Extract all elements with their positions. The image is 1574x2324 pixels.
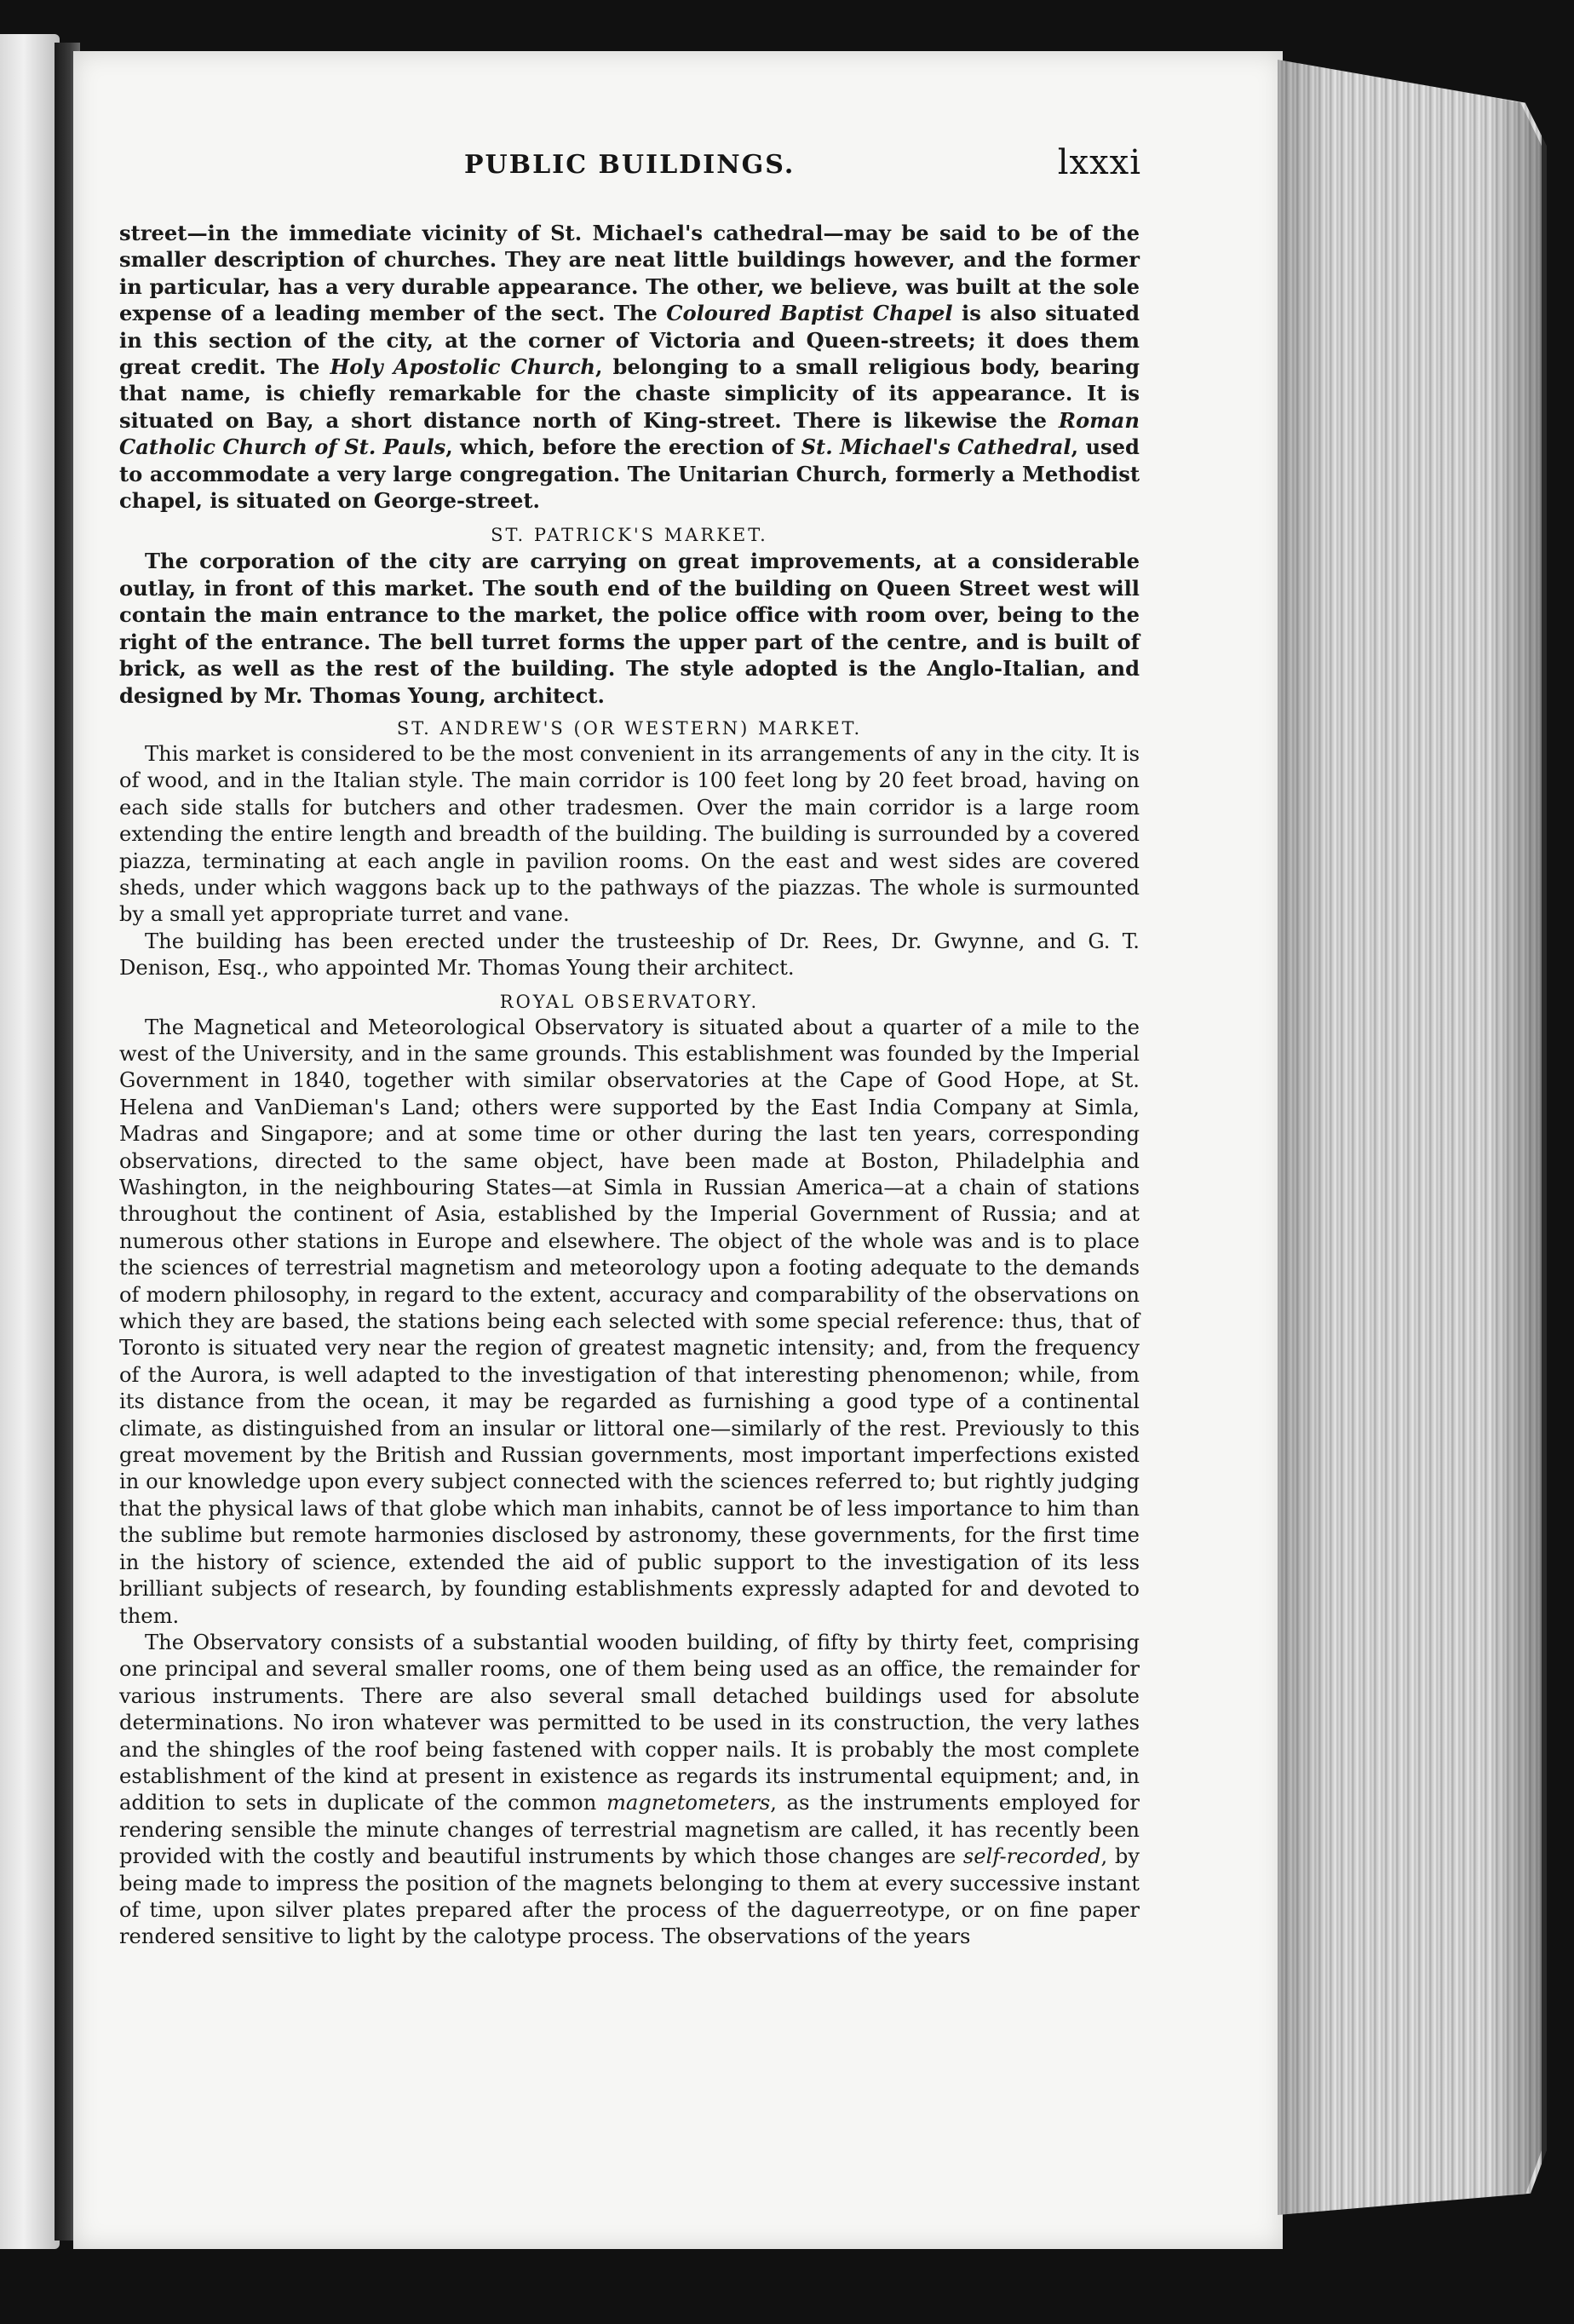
roman-catholic-name: Roman Catholic Church of St. Pauls — [119, 407, 1140, 460]
section-heading-st-patricks: ST. PATRICK'S MARKET. — [491, 525, 768, 546]
page-block-shade — [1278, 60, 1542, 2215]
observatory-paragraph-2 — [119, 1630, 1140, 1951]
st-michaels-name: St. Michael's Cathedral — [801, 434, 1071, 460]
section-heading-st-andrews: ST. ANDREW'S (OR WESTERN) MARKET. — [396, 717, 863, 739]
st-patricks-paragraph: The corporation of the city are carrying on great improvements, at a considerable outlay, in front of this market. The south end of the building on Queen Street west will contain the main entrance to the market, the police office with room over, being to the right of the entrance. The bell turret forms the upper part of the centre, and is built of brick, as well as the rest of the building. The style adopted is the Anglo-Italian, and designed by Mr. Thomas Young, architect. — [119, 549, 1140, 708]
observatory-p2-part-b: , as the instruments employed for rendering sensible the minute changes of terrestrial magnetism are called, it has recently been provided with the costly and beautiful instruments by which those changes are — [119, 1791, 1140, 1869]
intro-text-2: is also situated in this section of the city, at the corner of Victoria and Queen-streets; it does them great credit. The — [119, 301, 1140, 380]
intro-text-4: , which, before the erection of — [445, 434, 801, 460]
observatory-p2-part-c: , by being made to impress the position of the magnets belonging to them at every successive instant of time, upon silver plates prepared after the process of the daguerreotype, or on fine paper rendered sensitive to light by the calotype process. The observations of the years — [119, 1844, 1140, 1949]
page-body — [119, 220, 1140, 1951]
observatory-paragraph-1: The Magnetical and Meteorological Observatory is situated about a quarter of a mile to the west of the University, and in the same grounds. This establishment was founded by the Imperial Government in 1840, together with similar observatories at the Cape of Good Hope, at St. Helena and VanDieman's Land; others were supported by the East India Company at Simla, Madras and Singapore; and at some time or other during the last ten years, corresponding observations, directed to the same object, have been made at Boston, Philadelphia and Washington, in the neighbouring States—at Simla in Russian America—at a chain of stations throughout the continent of Asia, established by the Imperial Government of Russia; and at numerous other stations in Europe and elsewhere. The object of the whole was and is to place the sciences of terrestrial magnetism and meteorology upon a footing adequate to the demands of modern philosophy, in regard to the extent, accuracy and comparability of the observations on which they are based, the stations being each selected with some special reference: thus, that of Toronto is situated very near the region of greatest magnetic intensity; and, from the frequency of the Aurora, is well adapted to the investigation of that interesting phenomenon; while, from its distance from the ocean, it may be regarded as furnishing a good type of a continental climate, as distinguished from an insular or littoral one—similarly of the rest. Previously to this great movement by the British and Russian governments, most important imperfections existed in our knowledge upon every subject connected with the sciences referred to; but rightly judging that the physical laws of that globe which man inhabits, cannot be of less importance to him than the sublime but remote harmonies disclosed by astronomy, these governments, for the first time in the history of science, extended the aid of public support to the investigation of its less brilliant subjects of research, by founding establishments expressly adapted for and devoted to them. — [119, 1015, 1140, 1628]
st-andrews-paragraph-1: This market is considered to be the most convenient in its arrangements of any in the city. It is of wood, and in the Italian style. The main corridor is 100 feet long by 20 feet broad, having on each side stalls for butchers and other tradesmen. Over the main corridor is a large room extending the entire length and breadth of the building. The building is surrounded by a covered piazza, terminating at each angle in pavilion rooms. On the east and west sides are covered sheds, under which waggons back up to the pathways of the piazzas. The whole is surmounted by a small yet appropriate turret and vane. — [119, 741, 1140, 927]
running-title: PUBLIC BUILDINGS. — [464, 150, 796, 180]
self-recorded-term: self-recorded — [962, 1844, 1101, 1869]
previous-page-edge — [0, 34, 60, 2249]
observatory-p2-part-a: The Observatory consists of a substantial wooden building, of fifty by thirty feet, comprising one principal and several smaller rooms, one of them being used as an office, the remainder for various instruments. There are also several small detached buildings used for absolute determinations. No iron whatever was permitted to be used in its construction, the very lathes and the shingles of the roof being fastened with copper nails. It is probably the most complete establishment of the kind at present in existence as regards its instrumental equipment; and, in addition to sets in duplicate of the common — [119, 1630, 1140, 1815]
magnetometers-term: magnetometers — [606, 1791, 771, 1815]
intro-text: street—in the immediate vicinity of St. Michael's cathedral—may be said to be of the smaller description of churches. They are neat little buildings however, and the former in particular, has a very durable appearance. The other, we believe, was built at the sole expense of a leading member of the sect. The — [119, 221, 1140, 326]
intro-text-5: , used to accommodate a very large congregation. The Unitarian Church, formerly a Methodist chapel, is situated on George-street. — [119, 434, 1140, 514]
section-heading-royal-observatory: ROYAL OBSERVATORY. — [499, 991, 760, 1012]
page-number: lxxxi — [1057, 143, 1141, 182]
intro-paragraph — [119, 220, 1140, 514]
intro-text-3: , belonging to a small religious body, bearing that name, is chiefly remarkable for the chaste simplicity of its appearance. It is situated on Bay, a short distance north of King-street. There is likewise the — [119, 354, 1140, 433]
st-andrews-paragraph-2: The building has been erected under the trusteeship of Dr. Rees, Dr. Gwynne, and G. T. Denison, Esq., who appointed Mr. Thomas Young their architect. — [119, 929, 1140, 981]
coloured-baptist-name: Coloured Baptist Chapel — [666, 301, 953, 326]
holy-apostolic-name: Holy Apostolic Church — [330, 354, 596, 380]
running-head — [119, 143, 1141, 201]
